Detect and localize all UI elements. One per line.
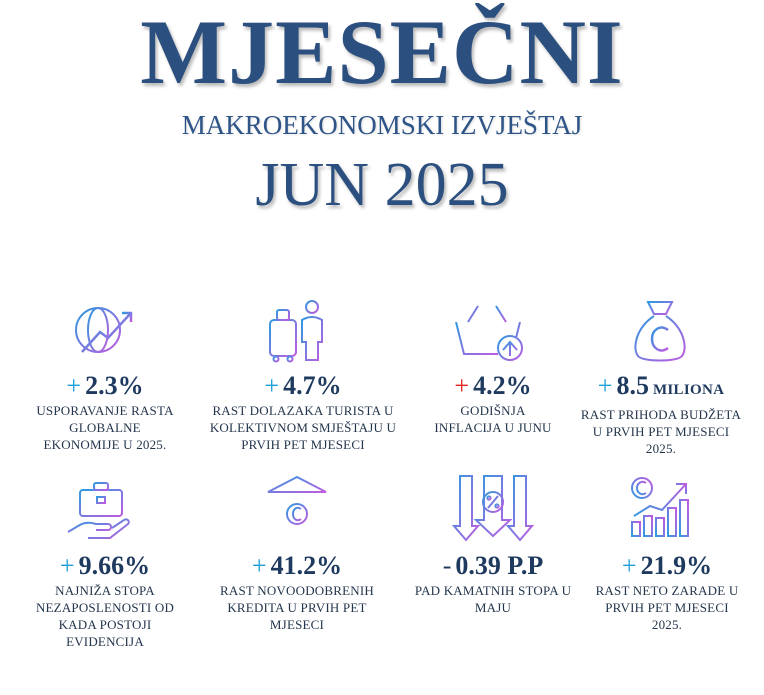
indicator-value (398, 552, 588, 580)
indicator-description: RAST PRIHODA BUDŽETA U PRVIH PET MJESECI 2025. (580, 407, 742, 456)
indicator-card (398, 372, 588, 436)
value-number: 41.2% (270, 551, 343, 580)
value-number: 21.9% (640, 551, 713, 580)
indicator-description: USPORAVANJE RASTA GLOBALNE EKONOMIJE U 2025. (36, 403, 174, 452)
indicator-value (208, 372, 398, 400)
value-number: 9.66% (78, 551, 151, 580)
indicator-description: GODIŠNJA INFLACIJA U JUNU (434, 403, 552, 435)
page-title: MJESEČNI (140, 1, 624, 103)
value-unit: MILIONA (652, 382, 725, 398)
report-subtitle: MAKROEKONOMSKI IZVJEŠTAJ (181, 110, 583, 140)
tourist-luggage-icon (266, 298, 330, 364)
indicator-description: RAST DOLAZAKA TURISTA U KOLEKTIVNOM SMJEŠTAJU U PRVIH PET MJESECI (209, 403, 397, 452)
plus-sign: + (66, 371, 82, 400)
value-number: 4.7% (283, 371, 342, 400)
value-number: 2.3% (85, 371, 144, 400)
indicator-card (566, 372, 756, 457)
indicator-card (572, 552, 762, 633)
indicator-value (202, 552, 392, 580)
indicator-value (10, 552, 200, 580)
indicator-description: RAST NETO ZARADE U PRVIH PET MJESECI 2025. (595, 583, 739, 632)
interest-rate-down-icon (458, 474, 528, 542)
indicator-value (398, 372, 588, 400)
value-number: 8.5 (616, 371, 649, 400)
euro-money-bag-icon (630, 298, 690, 366)
indicator-value (566, 372, 756, 404)
indicator-card (398, 552, 588, 616)
plus-sign: + (597, 371, 613, 400)
indicator-description: PAD KAMATNIH STOPA U MAJU (414, 583, 572, 615)
globe-growth-icon (72, 302, 136, 358)
indicator-description: NAJNIŽA STOPA NEZAPOSLENOSTI OD KADA POSTOJI EVIDENCIJA (35, 583, 175, 649)
indicator-card (202, 552, 392, 633)
indicator-card (10, 552, 200, 650)
plus-sign: + (251, 551, 267, 580)
shopping-basket-icon (450, 304, 526, 362)
hand-briefcase-icon (66, 480, 132, 542)
plus-sign: + (621, 551, 637, 580)
indicator-value (10, 372, 200, 400)
value-number: 0.39 P.P (455, 551, 544, 580)
indicator-value (572, 552, 762, 580)
bank-euro-icon (264, 474, 330, 542)
indicator-description: RAST NOVOODOBRENIH KREDITA U PRVIH PET MJESECI (220, 583, 374, 632)
euro-growth-chart-icon (628, 474, 692, 540)
value-number: 4.2% (473, 371, 532, 400)
indicator-card (208, 372, 398, 453)
plus-sign: + (264, 371, 280, 400)
report-period: JUN 2025 (255, 151, 509, 219)
indicator-card (10, 372, 200, 453)
plus-sign: + (59, 551, 75, 580)
plus-sign: + (454, 371, 470, 400)
minus-sign: - (442, 551, 452, 580)
